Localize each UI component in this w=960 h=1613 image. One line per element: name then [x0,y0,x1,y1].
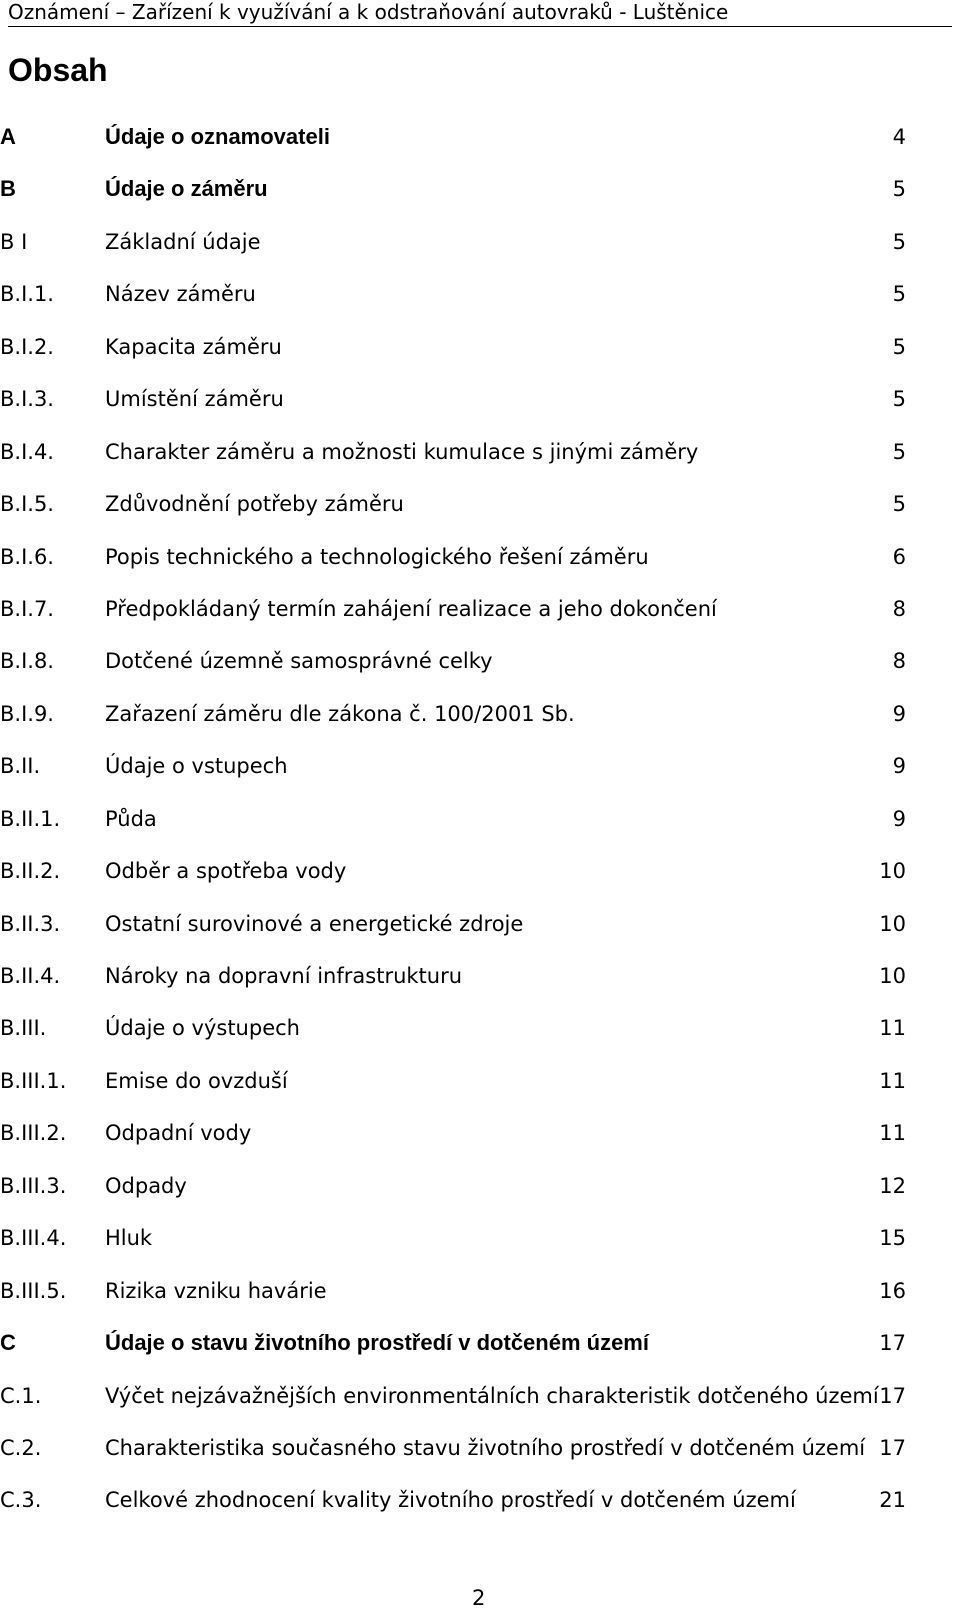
toc-entry-title[interactable]: Emise do ovzduší [105,1068,288,1093]
toc-entry-number: C [0,1330,16,1356]
toc-entry-number: A [0,124,16,149]
toc-entry-number: C.1. [0,1383,42,1408]
toc-entry-title[interactable]: Ostatní surovinové a energetické zdroje [105,911,524,936]
toc-entry-title[interactable]: Údaje o stavu životního prostředí v dotčeném území [105,1330,649,1356]
toc-entry-page: 5 [892,229,906,254]
toc-entry-page: 5 [892,177,906,202]
toc-entry-number: B.III.5. [0,1278,67,1303]
toc-entry[interactable] [0,532,960,584]
toc-entry[interactable] [0,794,960,846]
toc-entry-title[interactable]: Základní údaje [105,229,261,254]
toc-entry-number: B.II.2. [0,859,61,884]
toc-entry-page: 17 [879,1383,906,1408]
toc-entry-title[interactable]: Údaje o oznamovateli [105,124,330,149]
toc-entry-title[interactable]: Dotčené územně samosprávné celky [105,649,493,674]
toc-entry-number: B [0,176,16,202]
toc-entry-page: 15 [879,1226,906,1251]
toc-entry-page: 6 [892,544,906,569]
toc-entry-title[interactable]: Zdůvodnění potřeby záměru [105,492,404,517]
toc-entry-page: 10 [879,911,906,936]
toc-entry-page: 11 [879,1068,906,1093]
toc-entry-title[interactable]: Popis technického a technologického řešení záměru [105,544,649,569]
toc-entry[interactable] [0,479,960,531]
toc-entry[interactable] [0,1108,960,1160]
toc-entry-title[interactable]: Výčet nejzávažnějších environmentálních charakteristik dotčeného území [105,1383,879,1408]
toc-entry[interactable] [0,427,960,479]
toc-entry-number: B.III.2. [0,1121,67,1146]
toc-entry-page: 5 [892,387,906,412]
toc-entry-number: B.I.2. [0,334,54,359]
toc-entry-title[interactable]: Údaje o vstupech [105,754,288,779]
toc-entry-number: B.III. [0,1016,47,1041]
toc-entry-number: B.I.8. [0,649,54,674]
toc-entry-title[interactable]: Rizika vzniku havárie [105,1278,327,1303]
toc-entry-title[interactable]: Předpokládaný termín zahájení realizace a jeho dokončení [105,596,717,621]
toc-entry-title[interactable]: Odpadní vody [105,1121,252,1146]
toc-entry[interactable] [0,1056,960,1108]
toc-entry-title[interactable]: Název záměru [105,282,256,307]
toc-entry-page: 9 [892,701,906,726]
toc-entry-number: B.III.1. [0,1068,67,1093]
toc-entry-page: 10 [879,964,906,988]
toc-entry-title[interactable]: Údaje o záměru [105,176,268,202]
toc-entry[interactable] [0,951,960,1003]
toc-entry-title[interactable]: Kapacita záměru [105,334,282,359]
toc-entry-title[interactable]: Odběr a spotřeba vody [105,859,347,884]
toc-entry[interactable] [0,112,960,164]
toc-entry[interactable] [0,1003,960,1055]
page-title: Obsah [8,52,108,88]
toc-entry-page: 21 [879,1488,906,1513]
toc-entry-number: B I [0,229,28,254]
toc-entry-page: 5 [892,334,906,359]
toc-entry-number: C.2. [0,1435,42,1460]
toc-entry[interactable] [0,1475,960,1527]
running-header [8,0,952,27]
page-number: 2 [472,1586,486,1610]
toc-entry[interactable] [0,374,960,426]
toc-entry[interactable] [0,1213,960,1265]
toc-entry-number: B.I.6. [0,544,54,569]
toc-entry-number: B.I.1. [0,282,54,307]
toc-entry-title[interactable]: Charakteristika současného stavu životního prostředí v dotčeném území [105,1435,866,1460]
toc-entry[interactable] [0,689,960,741]
toc-entry-number: C.3. [0,1488,42,1513]
toc-entry-title[interactable]: Umístění záměru [105,387,284,412]
toc-entry-page: 17 [879,1331,906,1356]
table-of-contents [0,112,960,1528]
toc-entry-page: 9 [892,806,906,831]
toc-entry[interactable] [0,899,960,951]
toc-entry-page: 11 [879,1121,906,1146]
toc-entry-title[interactable]: Údaje o výstupech [105,1016,300,1041]
toc-entry-number: B.I.7. [0,596,54,621]
toc-entry[interactable] [0,322,960,374]
toc-entry-number: B.III.4. [0,1226,67,1251]
toc-entry[interactable] [0,1423,960,1475]
toc-entry-page: 8 [892,596,906,621]
toc-entry-number: B.I.4. [0,439,54,464]
toc-entry[interactable] [0,636,960,688]
toc-entry-page: 8 [892,649,906,674]
toc-entry-title[interactable]: Hluk [105,1226,153,1251]
toc-entry-page: 16 [879,1278,906,1303]
toc-entry-title[interactable]: Zařazení záměru dle zákona č. 100/2001 Sb. [105,701,575,726]
toc-entry[interactable] [0,164,960,216]
toc-entry-title[interactable]: Celkové zhodnocení kvality životního prostředí v dotčeném území [105,1488,796,1513]
toc-entry-page: 12 [879,1173,906,1198]
toc-entry[interactable] [0,1266,960,1318]
toc-entry[interactable] [0,584,960,636]
toc-entry-number: B.II.3. [0,911,61,936]
toc-entry-title[interactable]: Odpady [105,1173,187,1198]
toc-entry-number: B.II. [0,754,41,779]
toc-entry-number: B.II.1. [0,806,61,831]
toc-entry[interactable] [0,1318,960,1370]
toc-entry[interactable] [0,741,960,793]
toc-entry-number: B.III.3. [0,1173,67,1198]
toc-entry-number: B.I.9. [0,701,54,726]
toc-entry-number: B.I.3. [0,387,54,412]
toc-entry[interactable] [0,269,960,321]
toc-entry-title[interactable]: Půda [105,806,157,831]
toc-entry[interactable] [0,1371,960,1423]
toc-entry-page: 10 [879,859,906,884]
toc-entry-page: 5 [892,439,906,464]
toc-entry-page: 4 [892,125,906,149]
toc-entry-title[interactable]: Nároky na dopravní infrastrukturu [105,964,463,988]
toc-entry-page: 5 [892,492,906,517]
toc-entry-page: 11 [879,1016,906,1041]
toc-entry-title[interactable]: Charakter záměru a možnosti kumulace s jinými záměry [105,439,699,464]
toc-entry[interactable] [0,217,960,269]
toc-entry-number: B.II.4. [0,964,61,988]
toc-entry-page: 5 [892,282,906,307]
toc-entry-number: B.I.5. [0,492,54,517]
header-title: Oznámení – Zařízení k využívání a k odstraňování autovraků - Luštěnice [8,0,729,24]
toc-entry-page: 9 [892,754,906,779]
toc-entry-page: 17 [879,1435,906,1460]
toc-entry[interactable] [0,1161,960,1213]
toc-entry[interactable] [0,846,960,898]
